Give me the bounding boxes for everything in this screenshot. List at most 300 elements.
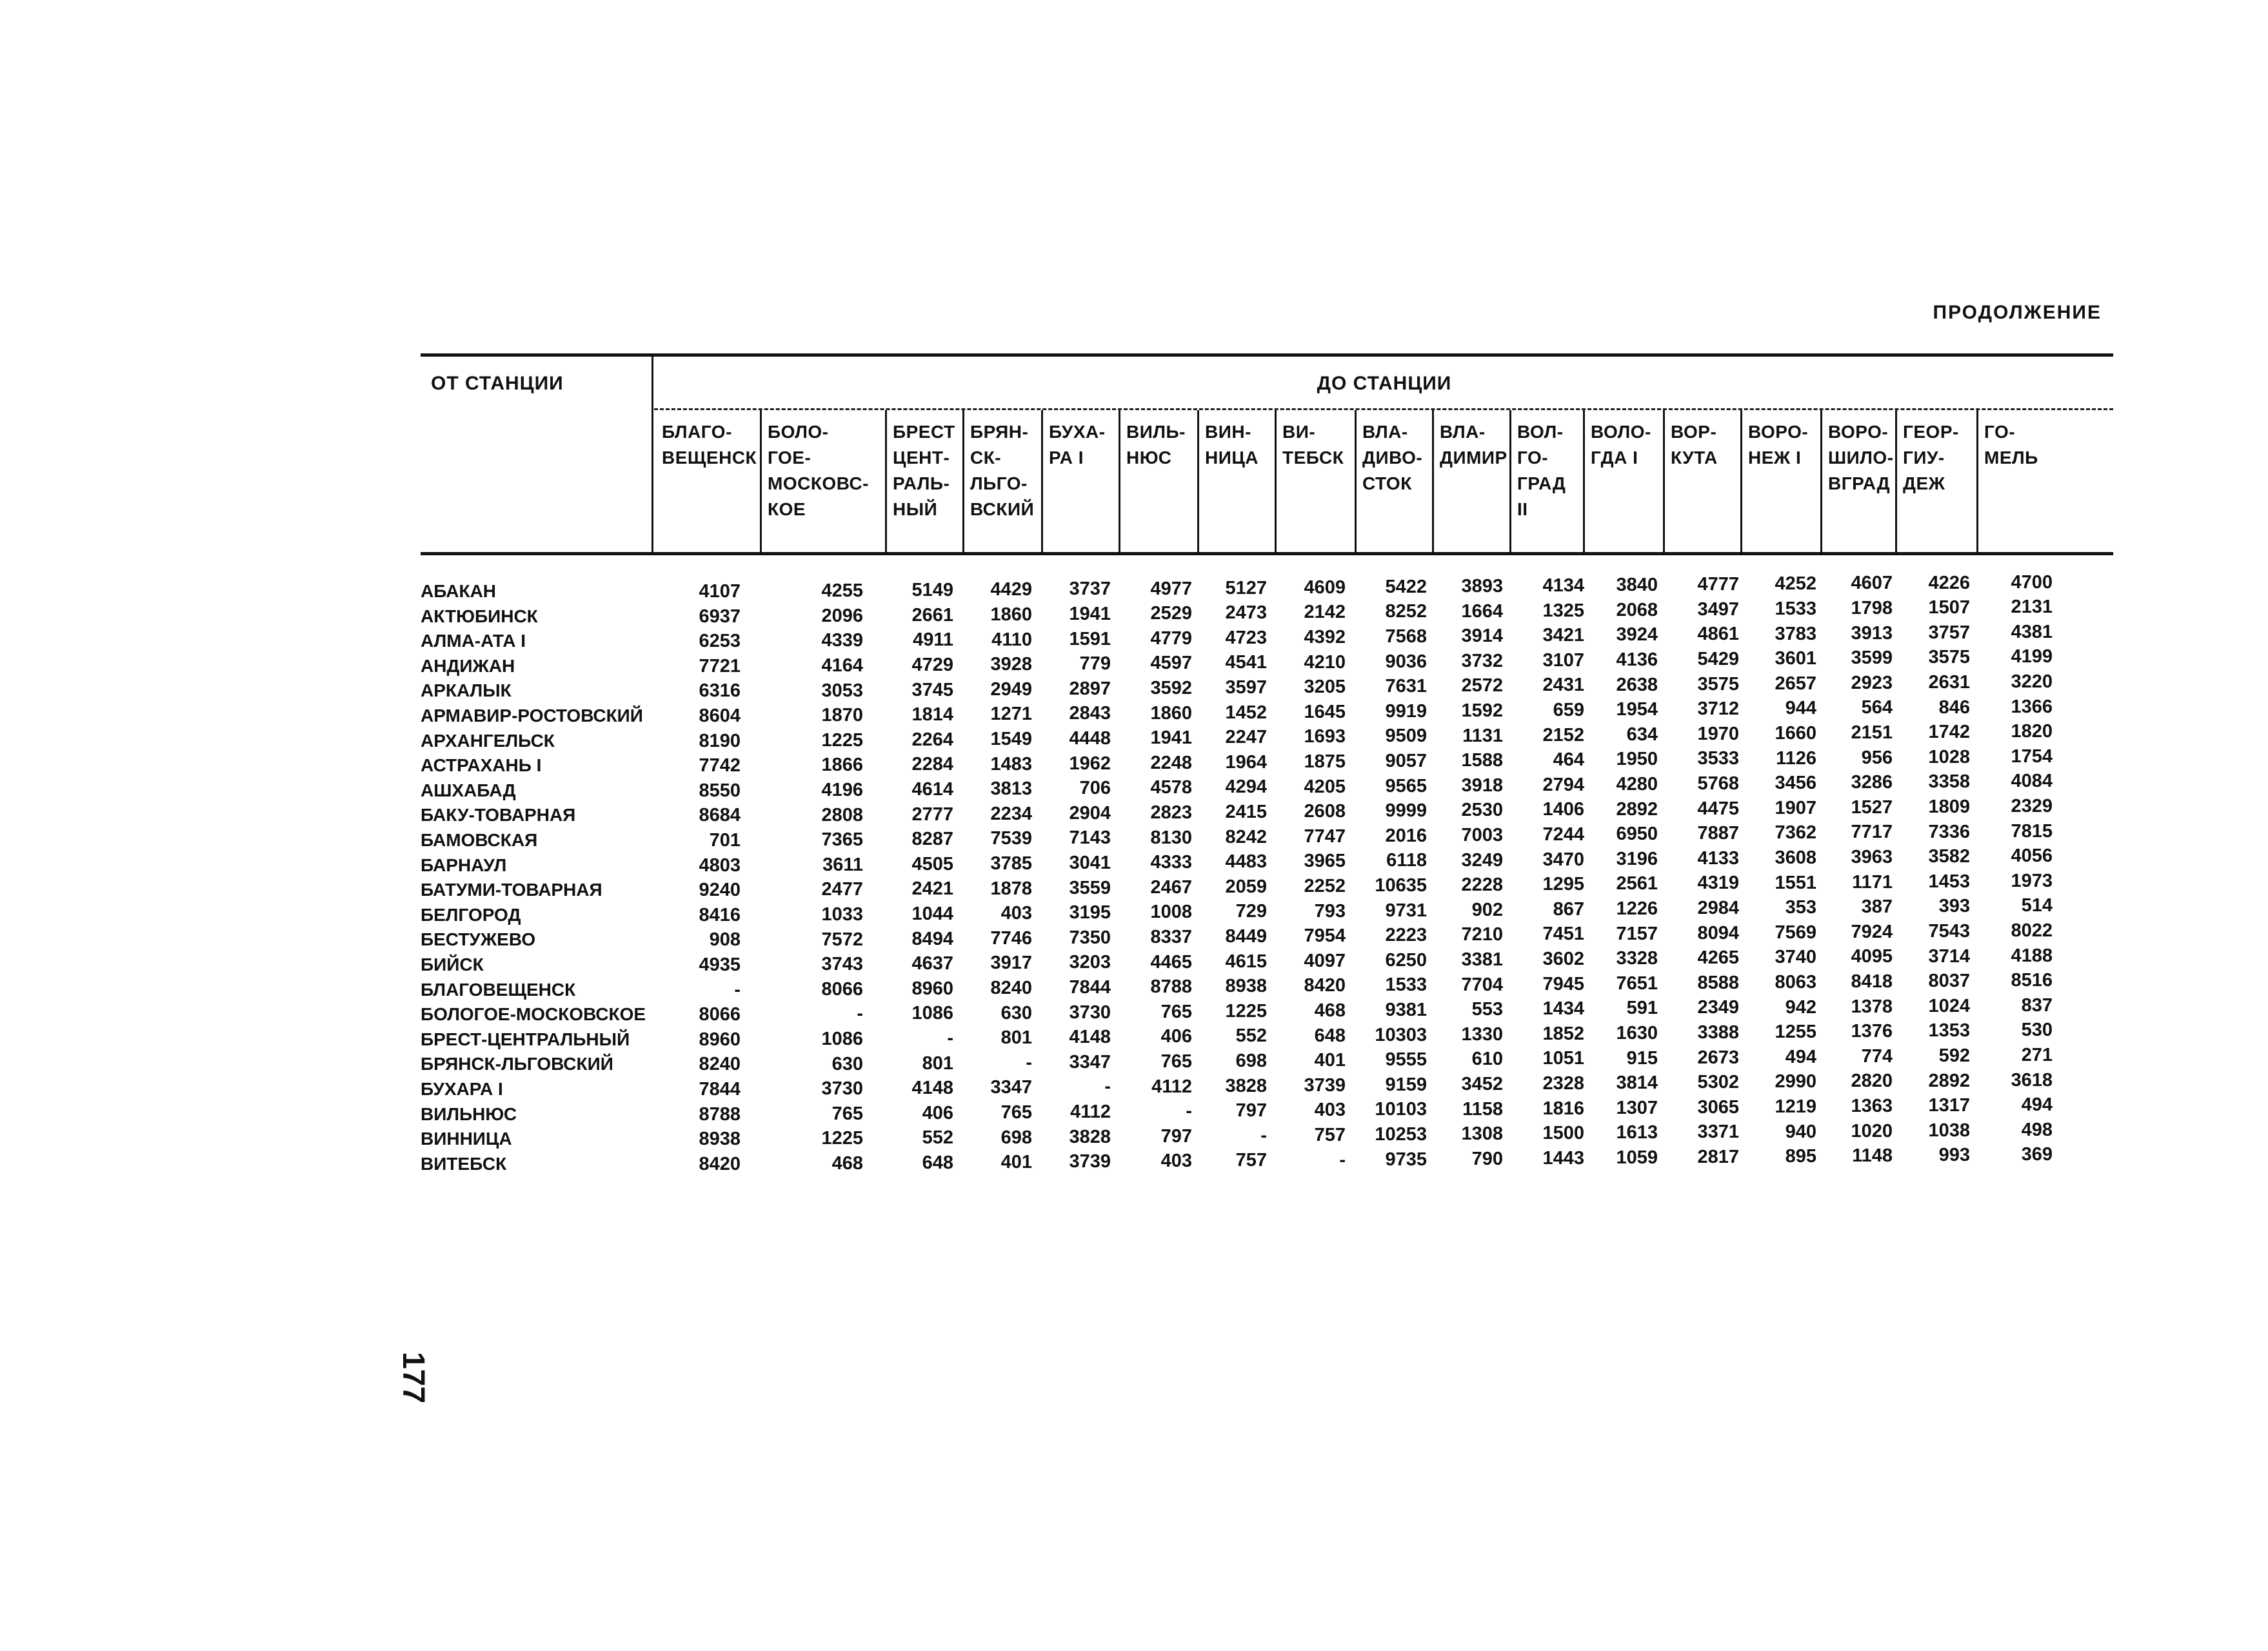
table-cell: 1225 — [821, 1128, 863, 1149]
table-cell: 3737 — [1069, 578, 1111, 600]
column-header: ГЕОР- ГИУ- ДЕЖ — [1903, 422, 1959, 493]
table-cell: 3917 — [990, 953, 1032, 974]
table-cell: 2477 — [821, 879, 863, 900]
table-cell: 2349 — [1697, 997, 1739, 1018]
table-cell: 406 — [1160, 1026, 1192, 1047]
column-header: ВОЛ- ГО- ГРАД II — [1517, 422, 1566, 519]
table-cell: 2473 — [1225, 602, 1267, 624]
group-header-rule — [654, 408, 2113, 410]
table-cell: 765 — [1160, 1051, 1192, 1072]
table-cell: 774 — [1861, 1045, 1893, 1067]
column-header: ВОР- КУТА — [1671, 422, 1718, 468]
table-cell: 801 — [1000, 1027, 1032, 1049]
table-cell: 494 — [2021, 1094, 2053, 1116]
table-cell: 4199 — [2011, 646, 2053, 667]
table-cell: 2329 — [2011, 796, 2053, 816]
table-cell: 2431 — [1542, 675, 1584, 696]
table-cell: 4861 — [1697, 624, 1739, 645]
table-cell: 5302 — [1697, 1072, 1739, 1093]
table-cell: 8287 — [911, 829, 953, 850]
table-cell: 1353 — [1928, 1020, 1970, 1042]
table-cell: 6253 — [699, 631, 741, 652]
table-cell: 2421 — [911, 878, 953, 900]
table-cell: 1376 — [1851, 1021, 1893, 1042]
table-cell: 634 — [1626, 724, 1658, 745]
table-cell: 4056 — [2011, 845, 2053, 867]
table-cell: 3347 — [990, 1077, 1032, 1098]
table-cell: 1970 — [1697, 723, 1739, 744]
table-cell: 1443 — [1542, 1147, 1584, 1169]
table-cell: 3914 — [1461, 626, 1503, 647]
table-cell: 4609 — [1304, 577, 1346, 598]
row-station-label: БАМОВСКАЯ — [421, 830, 538, 850]
table-cell: 630 — [831, 1053, 863, 1074]
table-cell: 2892 — [1616, 798, 1658, 820]
row-station-label: АРМАВИР-РОСТОВСКИЙ — [421, 706, 643, 726]
table-cell: 915 — [1626, 1047, 1658, 1069]
table-cell: 4252 — [1775, 573, 1816, 595]
table-cell: 801 — [922, 1053, 953, 1074]
table-cell: 2823 — [1150, 802, 1192, 823]
table-cell: 4339 — [821, 630, 863, 651]
table-cell: 3757 — [1928, 622, 1970, 643]
table-cell: 7844 — [699, 1079, 741, 1100]
table-cell: 1588 — [1461, 750, 1503, 771]
table-cell: 4097 — [1304, 950, 1346, 971]
table-cell: 6937 — [699, 606, 741, 627]
column-divider — [1509, 410, 1511, 552]
table-cell: 3559 — [1069, 877, 1111, 898]
table-cell: 1527 — [1851, 796, 1893, 818]
table-cell: 5768 — [1697, 773, 1739, 794]
table-cell: 1086 — [911, 1003, 953, 1024]
table-cell: 4392 — [1304, 626, 1346, 648]
table-cell: 940 — [1785, 1121, 1816, 1142]
row-station-label: БАКУ-ТОВАРНАЯ — [421, 805, 576, 826]
table-cell: 1255 — [1775, 1022, 1816, 1043]
table-cell: 993 — [1938, 1145, 1970, 1166]
table-cell: 271 — [2021, 1045, 2053, 1065]
table-cell: 2897 — [1069, 678, 1111, 699]
table-cell: 3065 — [1697, 1096, 1739, 1118]
table-cell: 1126 — [1776, 747, 1816, 769]
table-cell: 4133 — [1697, 847, 1739, 869]
table-cell: 2661 — [911, 604, 953, 626]
table-cell: 2984 — [1697, 898, 1739, 918]
table-cell: 6316 — [699, 680, 741, 702]
column-divider — [1119, 410, 1120, 552]
table-cell: 1158 — [1462, 1098, 1503, 1120]
table-cell: 4112 — [1070, 1102, 1111, 1122]
table-cell: 8684 — [699, 805, 741, 826]
table-cell: 3739 — [1069, 1151, 1111, 1172]
table-cell: 353 — [1785, 897, 1816, 918]
table-cell: 552 — [1235, 1025, 1267, 1047]
table-cell: 4294 — [1225, 776, 1267, 798]
table-cell: 4196 — [821, 779, 863, 800]
table-cell: 4465 — [1150, 951, 1192, 973]
table-cell: 1693 — [1304, 726, 1346, 747]
column-divider — [1895, 410, 1897, 552]
column-header: ВИН- НИЦА — [1205, 422, 1259, 468]
table-cell: 797 — [1235, 1100, 1267, 1122]
table-cell: 1852 — [1542, 1023, 1584, 1044]
table-cell: 1038 — [1928, 1120, 1970, 1141]
table-cell: 1406 — [1542, 799, 1584, 820]
row-station-label: АРХАНГЕЛЬСК — [421, 730, 555, 751]
table-cell: 530 — [2021, 1020, 2053, 1041]
table-cell: 790 — [1471, 1148, 1503, 1169]
table-cell: 8416 — [699, 904, 741, 925]
table-cell: 3358 — [1928, 771, 1970, 793]
table-cell: 3470 — [1542, 849, 1584, 870]
table-cell: 401 — [1314, 1050, 1346, 1071]
table-cell: 2264 — [911, 729, 953, 750]
table-cell: 8494 — [911, 928, 953, 949]
table-cell: 3785 — [990, 853, 1032, 874]
table-cell: 4110 — [991, 629, 1032, 650]
table-cell: 3203 — [1069, 952, 1111, 973]
table-cell: 765 — [831, 1103, 863, 1124]
table-cell: 4148 — [911, 1078, 953, 1099]
table-cell: 1660 — [1775, 722, 1816, 744]
table-cell: 6250 — [1385, 949, 1427, 971]
table-cell: 942 — [1785, 996, 1816, 1018]
table-cell: 779 — [1079, 653, 1111, 675]
table-cell: 2990 — [1775, 1071, 1816, 1092]
table-cell: 1878 — [990, 878, 1032, 899]
table-cell: 1434 — [1542, 998, 1584, 1020]
table-cell: 9036 — [1385, 651, 1427, 672]
table-cell: 3220 — [2011, 671, 2053, 692]
table-cell: 1860 — [990, 604, 1032, 625]
table-cell: 4483 — [1225, 851, 1267, 873]
table-cell: 1613 — [1616, 1122, 1658, 1143]
table-cell: 1907 — [1775, 797, 1816, 818]
column-divider — [1432, 410, 1434, 552]
table-cell: 7210 — [1461, 924, 1503, 945]
table-cell: 1225 — [1225, 1000, 1267, 1022]
table-cell: 4188 — [2011, 945, 2053, 966]
row-station-label: БЕЛГОРОД — [421, 904, 521, 925]
table-cell: 4935 — [699, 954, 741, 975]
table-cell: 698 — [1235, 1051, 1267, 1071]
table-cell: 4977 — [1150, 578, 1192, 599]
table-cell: 10303 — [1375, 1024, 1427, 1045]
table-cell: 7539 — [990, 828, 1032, 849]
table-cell: 3421 — [1542, 625, 1584, 646]
table-cell: 1500 — [1542, 1123, 1584, 1144]
table-cell: 3195 — [1069, 902, 1111, 924]
table-cell: 908 — [709, 929, 741, 951]
table-cell: 4333 — [1150, 852, 1192, 873]
table-cell: 3575 — [1697, 673, 1739, 695]
table-cell: 10103 — [1375, 1099, 1427, 1120]
table-cell: 4505 — [911, 853, 953, 875]
table-cell: 1742 — [1928, 722, 1970, 743]
table-cell: - — [1339, 1149, 1346, 1171]
table-cell: 9919 — [1385, 700, 1427, 722]
table-cell: 3893 — [1461, 575, 1503, 597]
table-cell: 5149 — [911, 580, 953, 601]
table-cell: 1307 — [1616, 1097, 1658, 1118]
table-cell: 10635 — [1375, 875, 1427, 896]
table-cell: 2892 — [1928, 1070, 1970, 1091]
table-cell: 3456 — [1775, 773, 1816, 794]
table-cell: 498 — [2021, 1119, 2053, 1140]
table-cell: 8516 — [2011, 970, 2053, 991]
table-cell: 1225 — [821, 729, 863, 751]
table-cell: 4205 — [1304, 776, 1346, 797]
table-cell: 2817 — [1697, 1147, 1739, 1167]
table-cell: 1533 — [1775, 598, 1816, 619]
column-header: ВОЛО- ГДА I — [1591, 422, 1651, 468]
table-cell: 4607 — [1851, 573, 1893, 594]
table-cell: 4911 — [913, 629, 953, 651]
table-cell: 8063 — [1775, 971, 1816, 993]
row-station-label: ВИТЕБСК — [421, 1153, 507, 1174]
column-header: БУХА- РА I — [1049, 422, 1106, 468]
row-station-label: ВИЛЬНЮС — [421, 1103, 517, 1124]
table-cell: 3965 — [1304, 851, 1346, 872]
table-cell: 8960 — [699, 1029, 741, 1050]
table-cell: 757 — [1235, 1150, 1267, 1171]
table-cell: 4448 — [1069, 728, 1111, 749]
table-cell: 8242 — [1225, 826, 1267, 847]
table-cell: 2223 — [1385, 925, 1427, 946]
table-cell: 8240 — [699, 1054, 741, 1075]
table-cell: 401 — [1000, 1152, 1032, 1173]
table-cell: 2068 — [1616, 599, 1658, 620]
table-cell: 4148 — [1069, 1027, 1111, 1048]
table-cell: 1592 — [1461, 700, 1503, 721]
table-cell: 797 — [1160, 1125, 1192, 1147]
table-cell: 4210 — [1304, 651, 1346, 673]
table-cell: 5429 — [1697, 649, 1739, 669]
table-cell: 5127 — [1225, 577, 1267, 598]
table-cell: 2284 — [911, 754, 953, 775]
table-cell: 3745 — [911, 679, 953, 700]
row-station-label: БОЛОГОЕ-МОСКОВСКОЕ — [421, 1004, 646, 1025]
row-station-label: АКТЮБИНСК — [421, 606, 538, 626]
table-cell: 1452 — [1225, 702, 1267, 723]
table-cell: 2248 — [1150, 752, 1192, 773]
table-cell: 4381 — [2011, 621, 2053, 642]
continuation-label: ПРОДОЛЖЕНИЕ — [1933, 302, 2102, 323]
table-cell: 7717 — [1851, 822, 1893, 843]
table-cell: 1453 — [1928, 871, 1970, 892]
table-cell: - — [1186, 1101, 1192, 1122]
table-cell: 757 — [1314, 1124, 1346, 1145]
table-cell: 9735 — [1385, 1149, 1427, 1170]
table-cell: 4723 — [1225, 627, 1267, 648]
table-cell: 1020 — [1851, 1120, 1893, 1142]
table-cell: 2142 — [1304, 602, 1346, 623]
table-cell: 468 — [1314, 1000, 1346, 1021]
table-cell: 8240 — [990, 977, 1032, 998]
table-cell: 2247 — [1225, 727, 1267, 748]
table-cell: 9159 — [1385, 1074, 1427, 1095]
page-number: 177 — [396, 1352, 430, 1404]
column-header: ВОРО- ШИЛО- ВГРАД — [1828, 422, 1894, 493]
table-cell: 4729 — [911, 655, 953, 675]
table-cell: 8960 — [911, 978, 953, 999]
table-cell: 2151 — [1851, 722, 1893, 743]
header-bottom-rule — [421, 552, 2113, 555]
table-cell: 3813 — [990, 778, 1032, 800]
table-cell: 1317 — [1928, 1095, 1970, 1116]
row-station-label: АСТРАХАНЬ I — [421, 755, 542, 776]
table-cell: 3452 — [1461, 1073, 1503, 1094]
table-cell: 2923 — [1851, 672, 1893, 693]
row-station-label: АНДИЖАН — [421, 655, 515, 676]
table-cell: 1378 — [1851, 996, 1893, 1017]
table-cell: 2572 — [1461, 675, 1503, 697]
table-cell: 1941 — [1150, 727, 1192, 749]
table-cell: 3497 — [1697, 598, 1739, 620]
table-cell: 1591 — [1069, 628, 1111, 649]
column-header: ВОРО- НЕЖ I — [1748, 422, 1809, 468]
table-cell: 8037 — [1928, 971, 1970, 992]
table-cell: 3592 — [1150, 677, 1192, 698]
column-header: ВИ- ТЕБСК — [1282, 422, 1344, 468]
table-cell: 4803 — [699, 855, 741, 876]
table-cell: 4265 — [1697, 947, 1739, 969]
table-cell: 8022 — [2011, 920, 2053, 941]
table-cell: 1645 — [1304, 701, 1346, 722]
table-cell: 3196 — [1616, 848, 1658, 869]
table-cell: 552 — [922, 1127, 953, 1149]
table-cell: 2673 — [1697, 1047, 1739, 1068]
table-cell: 8938 — [699, 1129, 741, 1150]
column-divider — [1041, 410, 1043, 552]
table-cell: 1024 — [1928, 995, 1970, 1016]
table-cell: 1866 — [821, 755, 863, 776]
table-cell: 7336 — [1928, 821, 1970, 842]
column-divider — [1355, 410, 1357, 552]
table-cell: - — [947, 1028, 953, 1049]
table-cell: 1148 — [1852, 1145, 1893, 1167]
table-cell: 4136 — [1616, 649, 1658, 670]
table-cell: 9240 — [699, 880, 741, 901]
table-cell: 3928 — [990, 654, 1032, 675]
table-cell: 7747 — [1304, 826, 1346, 847]
table-cell: 1973 — [2011, 870, 2053, 891]
table-cell: 2638 — [1616, 674, 1658, 695]
table-cell: 2561 — [1616, 873, 1658, 895]
table-cell: 902 — [1471, 899, 1503, 920]
column-divider — [1663, 410, 1665, 552]
row-station-label: АЛМА-АТА I — [421, 631, 526, 651]
table-cell: 630 — [1000, 1002, 1032, 1023]
table-cell: 7543 — [1928, 920, 1970, 942]
column-divider — [1583, 410, 1585, 552]
column-divider — [1275, 410, 1277, 552]
table-cell: 4597 — [1150, 653, 1192, 674]
to-station-header: ДО СТАНЦИИ — [1317, 373, 1452, 394]
table-cell: 9999 — [1385, 800, 1427, 822]
table-cell: 9057 — [1385, 751, 1427, 771]
table-cell: 1860 — [1150, 702, 1192, 724]
row-station-label: БАРНАУЛ — [421, 855, 507, 875]
table-cell: 659 — [1553, 700, 1584, 720]
table-cell: 2657 — [1775, 673, 1816, 694]
table-cell: 3371 — [1697, 1122, 1739, 1143]
table-cell: 3730 — [821, 1078, 863, 1100]
table-cell: 3582 — [1928, 846, 1970, 867]
table-cell: 494 — [1785, 1046, 1816, 1067]
table-cell: 9731 — [1385, 900, 1427, 921]
column-header: ГО- МЕЛЬ — [1984, 422, 2038, 468]
table-cell: 3743 — [821, 954, 863, 975]
table-cell: 4134 — [1542, 575, 1584, 596]
table-cell: 1941 — [1069, 604, 1111, 624]
table-cell: 3381 — [1461, 949, 1503, 970]
table-cell: 3249 — [1461, 849, 1503, 871]
table-cell: 8420 — [699, 1153, 741, 1174]
row-station-label: БЕСТУЖЕВО — [421, 929, 536, 950]
column-divider — [885, 410, 887, 552]
table-cell: 8938 — [1225, 976, 1267, 997]
table-cell: 5422 — [1385, 576, 1427, 597]
table-cell: 2415 — [1225, 802, 1267, 822]
table-cell: 8337 — [1150, 926, 1192, 947]
table-cell: 7365 — [821, 829, 863, 851]
table-cell: 7451 — [1542, 924, 1584, 945]
table-cell: 7631 — [1385, 676, 1427, 697]
row-station-label: БЛАГОВЕЩЕНСК — [421, 979, 576, 1000]
table-cell: 553 — [1471, 999, 1503, 1020]
table-cell: 2228 — [1461, 875, 1503, 896]
table-cell: 2808 — [821, 804, 863, 826]
table-cell: 2096 — [821, 605, 863, 626]
table-cell: 9565 — [1385, 775, 1427, 796]
table-cell: 729 — [1235, 901, 1267, 922]
table-cell: 3597 — [1225, 677, 1267, 698]
row-station-label: БРЯНСК-ЛЬГОВСКИЙ — [421, 1054, 613, 1074]
table-cell: 3963 — [1851, 847, 1893, 867]
from-station-header: ОТ СТАНЦИИ — [431, 373, 564, 394]
table-cell: 1950 — [1616, 749, 1658, 770]
table-cell: 406 — [922, 1102, 953, 1123]
column-divider — [962, 410, 964, 552]
table-cell: 3740 — [1775, 947, 1816, 968]
table-cell: 8604 — [699, 706, 741, 726]
table-cell: 1219 — [1775, 1096, 1816, 1117]
table-cell: 7746 — [990, 927, 1032, 949]
table-cell: 4700 — [2011, 571, 2053, 593]
table-cell: 7350 — [1069, 927, 1111, 948]
table-cell: 369 — [2021, 1144, 2053, 1165]
row-station-label: АШХАБАД — [421, 780, 516, 800]
table-cell: 6118 — [1386, 850, 1427, 871]
table-cell: 944 — [1785, 698, 1816, 719]
table-cell: 4615 — [1225, 951, 1267, 972]
table-cell: 3602 — [1542, 949, 1584, 969]
table-cell: 2234 — [990, 803, 1032, 824]
table-cell: 1028 — [1928, 746, 1970, 767]
table-cell: 1008 — [1150, 902, 1192, 923]
table-cell: 1664 — [1461, 600, 1503, 622]
table-cell: 4578 — [1150, 777, 1192, 798]
table-cell: - — [1026, 1052, 1032, 1073]
table-cell: 648 — [1314, 1025, 1346, 1046]
table-cell: 1325 — [1542, 600, 1584, 621]
table-cell: 564 — [1861, 697, 1893, 718]
table-cell: 4637 — [911, 953, 953, 974]
table-cell: 895 — [1785, 1146, 1816, 1167]
table-cell: 8190 — [699, 730, 741, 751]
